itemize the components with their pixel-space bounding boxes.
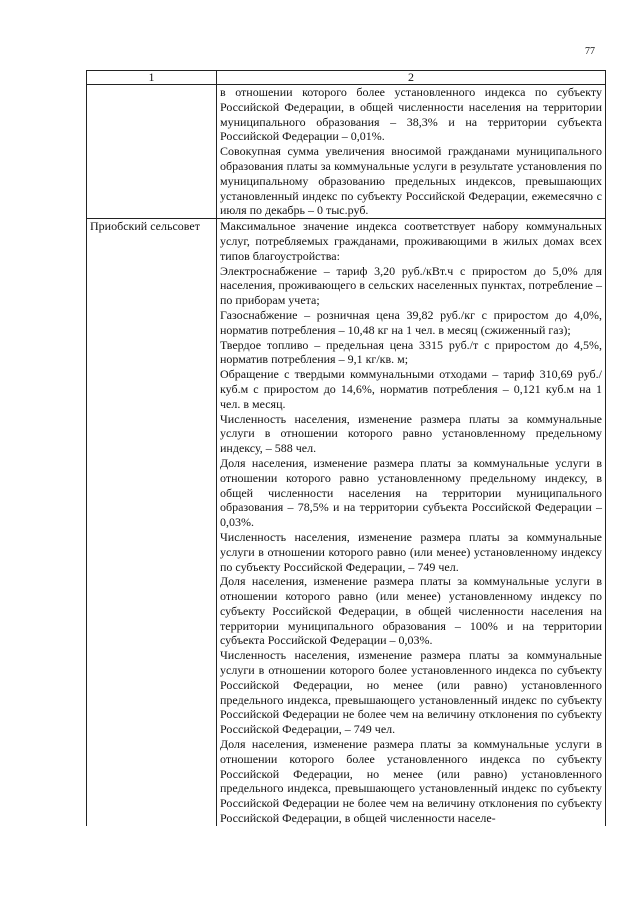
page-number: 77 [585, 46, 595, 57]
table-row [87, 219, 606, 826]
row2-content-cell [217, 219, 606, 826]
paragraph: Максимальное значение индекса соответствует набору коммунальных услуг, потребляемых гражданами, проживающими в жилых домах всех типов благоустройства: [220, 219, 602, 263]
paragraph: Доля населения, изменение размера платы за коммунальные услуги в отношении которого равно (или менее) установленному индексу по субъекту Российской Федерации, в общей численности населения на территории муниципального образования – 100% и на территории субъекта Российской Федерации – 0,03%. [220, 574, 602, 648]
paragraph: Численность населения, изменение размера платы за коммунальные услуги в отношении которого равно установленному предельному индексу, – 588 чел. [220, 411, 602, 456]
paragraph: Газоснабжение – розничная цена 39,82 руб./кг с приростом до 4,0%, норматив потребления – 10,48 кг на 1 чел. в месяц (сжиженный газ); [220, 307, 602, 337]
paragraph: Электроснабжение – тариф 3,20 руб./кВт.ч с приростом до 5,0% для населения, проживающего в сельских населенных пунктах, потребление – по приборам учета; [220, 263, 602, 308]
column-1-header: 1 [87, 71, 217, 85]
paragraph: Доля населения, изменение размера платы за коммунальные услуги в отношении которого более установленного индекса по субъекту Российской Федерации, но менее (или равно) установленного предельного индекса, превышающего установленный индекс по субъекту Российской Федерации не более чем на величину отклонения по субъекту Российской Федерации, в общей численности населе- [220, 737, 602, 826]
paragraph: Численность населения, изменение размера платы за коммунальные услуги в отношении которого равно (или менее) установленному индексу по субъекту Российской Федерации, – 749 чел. [220, 529, 602, 574]
row1-content-cell [217, 85, 606, 219]
paragraph: Совокупная сумма увеличения вносимой гражданами муниципального образования платы за коммунальные услуги в результате установления по муниципальному образованию предельных индексов, превышающих установленный индекс по субъекту Российской Федерации, ежемесячно с июля по декабрь – 0 тыс.руб. [220, 144, 602, 218]
paragraph: Твердое топливо – предельная цена 3315 руб./т с приростом до 4,5%, норматив потребления – 9,1 кг/кв. м; [220, 337, 602, 367]
paragraph: Доля населения, изменение размера платы за коммунальные услуги в отношении которого равно установленному предельному индексу, в общей численности населения на территории муниципального образования – 78,5% и на территории субъекта Российской Федерации – 0,03%. [220, 455, 602, 530]
document-table [86, 70, 606, 826]
paragraph: в отношении которого более установленного индекса по субъекту Российской Федерации, в общей численности населения на территории муниципального образования – 38,3% и на территории субъекта Российской Федерации – 0,01%. [220, 85, 602, 144]
paragraph: Численность населения, изменение размера платы за коммунальные услуги в отношении которого более установленного индекса по субъекту Российской Федерации, но менее (или равно) установленного предельного индекса, превышающего установленный индекс по субъекту Российской Федерации не более чем на величину отклонения по субъекту Российской Федерации, – 749 чел. [220, 648, 602, 737]
row2-label-cell: Приобский сельсовет [87, 219, 217, 826]
row1-label-cell [87, 85, 217, 219]
table-header-row [87, 71, 606, 85]
paragraph: Обращение с твердыми коммунальными отходами – тариф 310,69 руб./куб.м с приростом до 14,6%, норматив потребления – 0,121 куб.м на 1 чел. в месяц. [220, 367, 602, 411]
column-2-header: 2 [217, 71, 606, 85]
table-row [87, 85, 606, 219]
